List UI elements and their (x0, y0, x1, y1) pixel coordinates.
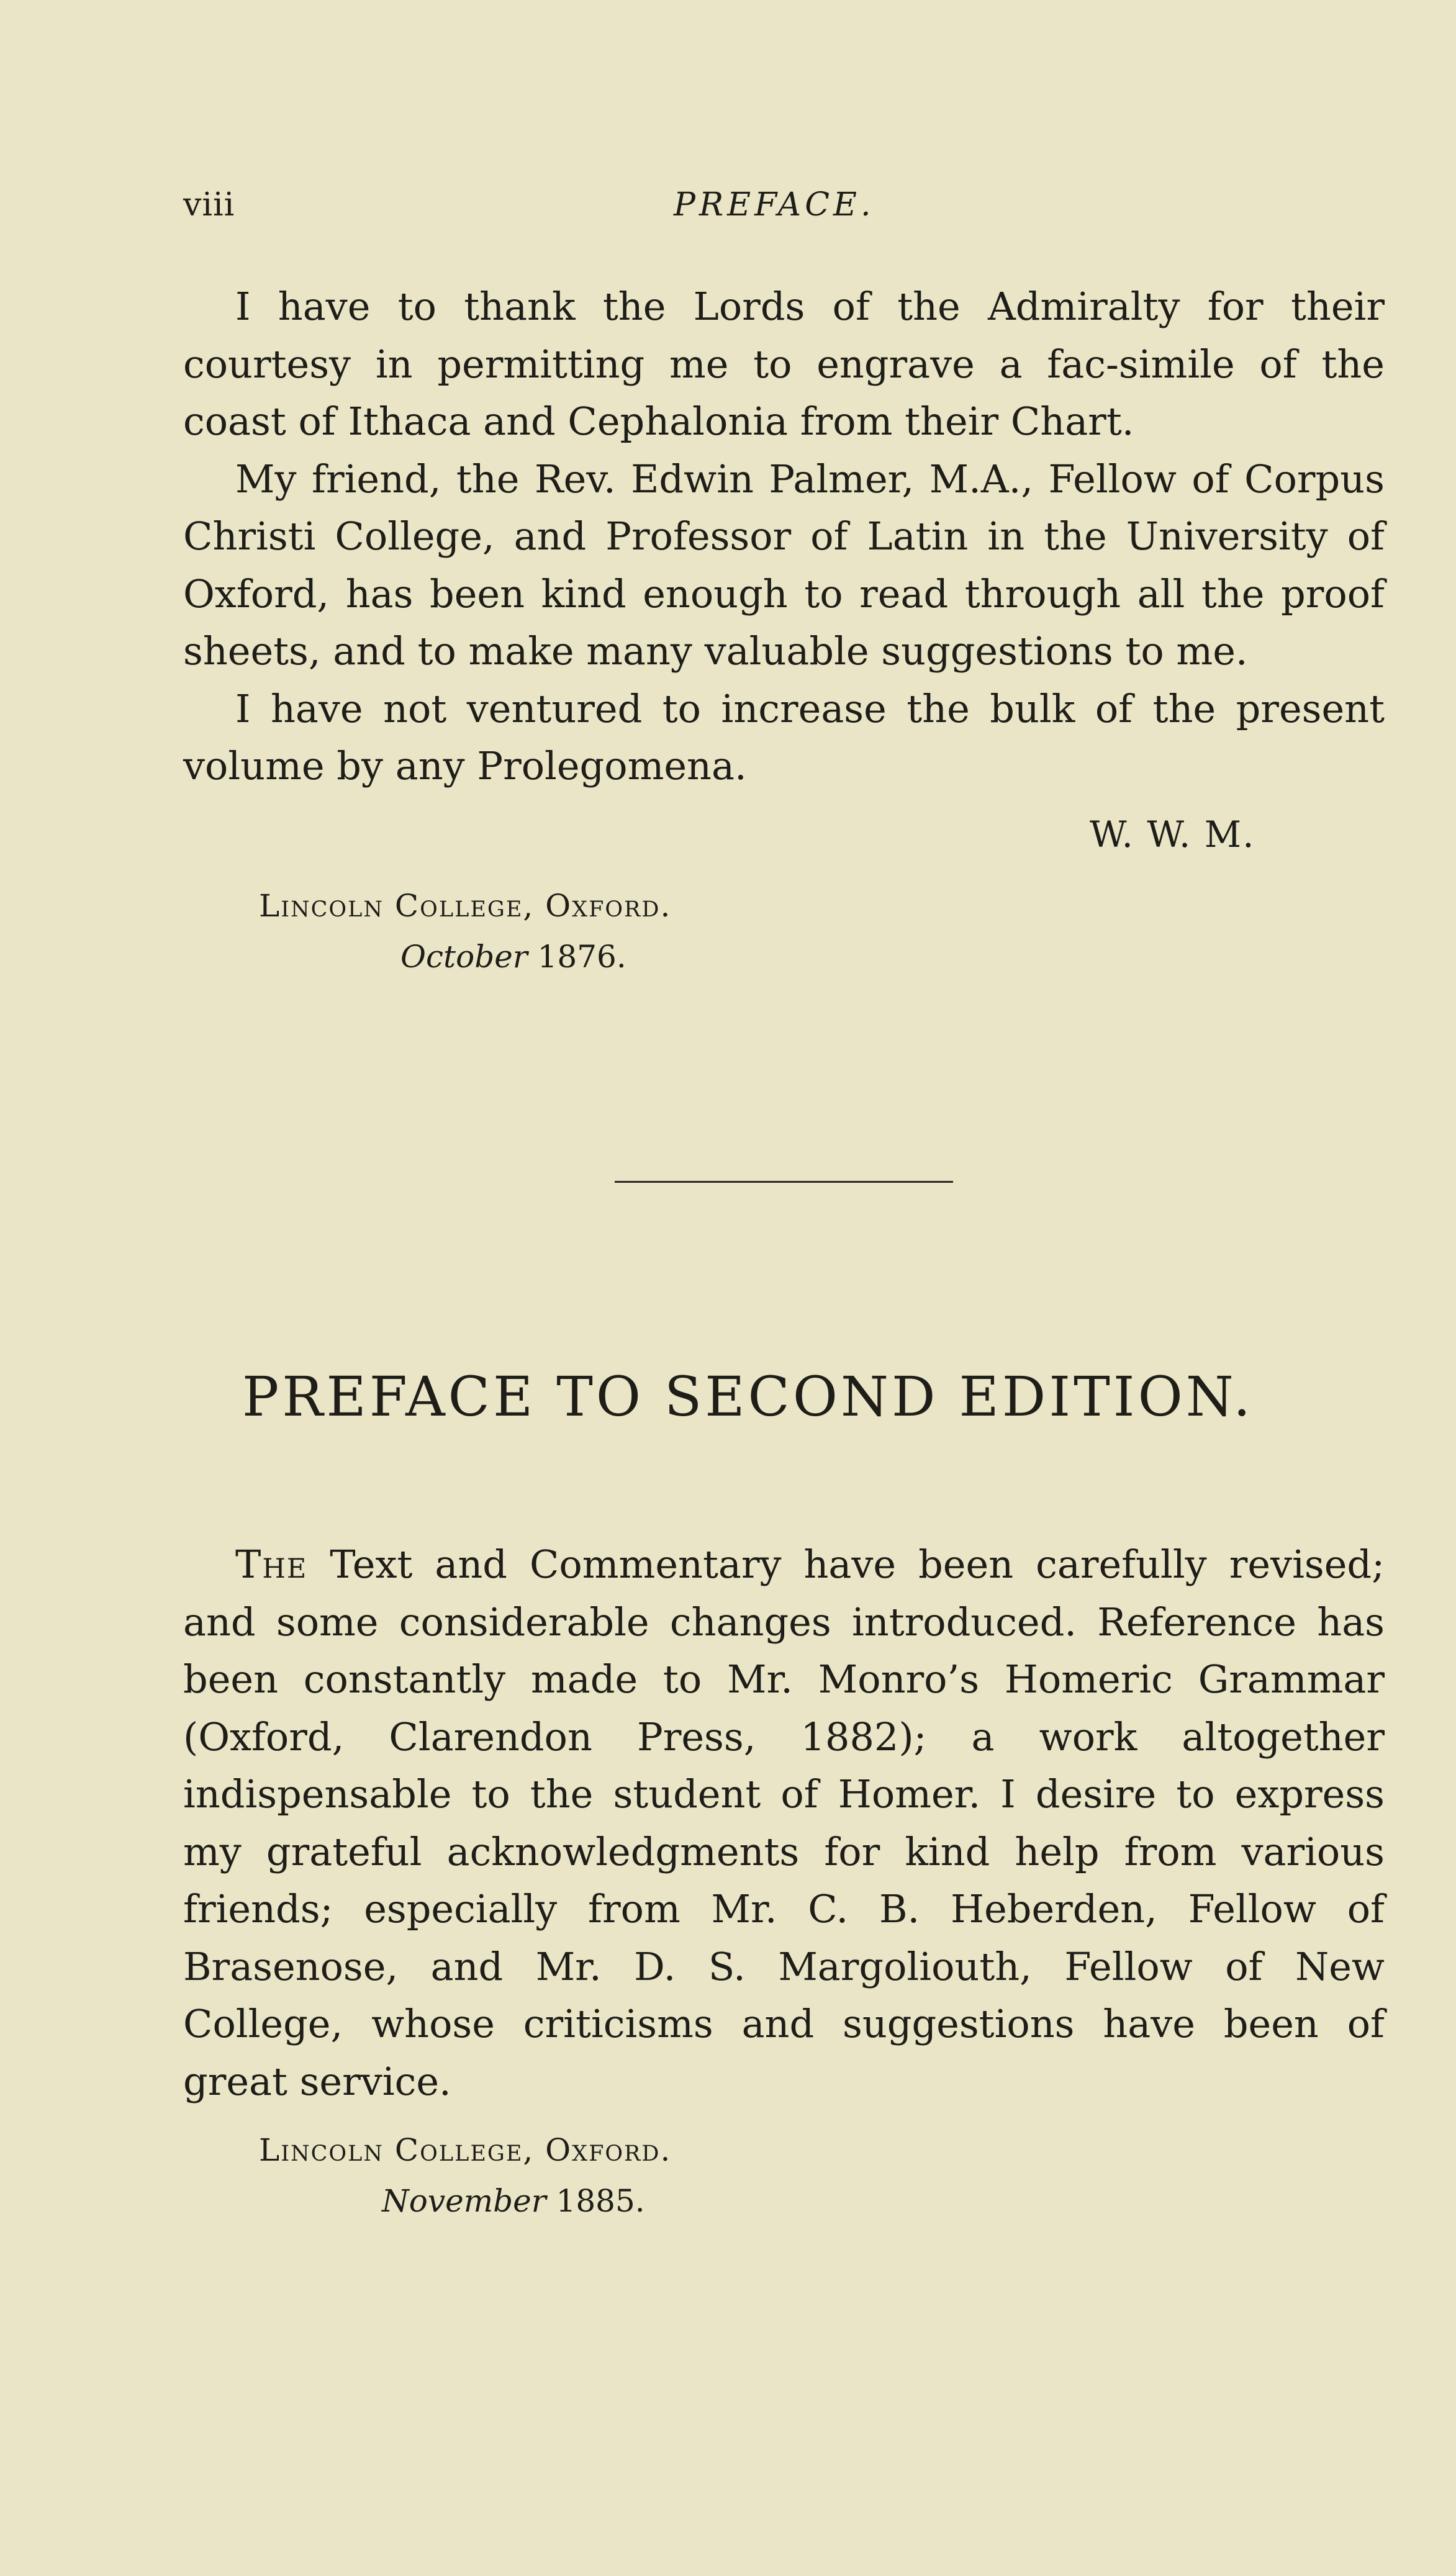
dateline-place: Lincoln College, Oxford. (259, 2132, 672, 2168)
second-preface-text (183, 1536, 1385, 2110)
paragraph-revisions-text: Text and Commentary have been carefully revised; and some considerable changes introduced. Reference has been constantly made to Mr. Monro’s Homeric Grammar (Oxford, Clarendon Press, 1882); a work altogether indispensable to the student of Homer. I desire to express my grateful acknowledgments for kind help from various friends; especially from Mr. C. B. Heberden, Fellow of Brasenose, and Mr. D. S. Margoliouth, Fellow of New College, whose criticisms and suggestions have been of great service. (183, 1542, 1385, 2104)
paragraph-admiralty: I have to thank the Lords of the Admiralty for their courtesy in permitting me to engrave a fac-simile of the coast of Ithaca and Cephalonia from their Chart. (183, 284, 1385, 444)
lead-word: The (235, 1542, 308, 1587)
dateline-year: 1876. (537, 939, 626, 975)
paragraph-palmer: My friend, the Rev. Edwin Palmer, M.A., Fellow of Corpus Christi College, and Professor of Latin in the University of Oxford, has been kind enough to read through all the proof sheets, and to make many valuable suggestions to me. (183, 456, 1385, 674)
page-number: viii (183, 186, 235, 224)
first-preface-text (183, 278, 1385, 795)
author-initials: W. W. M. (1090, 813, 1255, 856)
dateline-place: Lincoln College, Oxford. (259, 888, 672, 924)
second-edition-heading: PREFACE TO SECOND EDITION. (242, 1365, 1254, 1429)
first-dateline (259, 880, 671, 982)
second-dateline (259, 2125, 671, 2226)
running-head (183, 186, 1388, 236)
dateline-date (259, 2176, 671, 2226)
dateline-month: October (400, 939, 528, 975)
section-divider-rule (615, 1181, 953, 1183)
dateline-year: 1885. (556, 2183, 645, 2219)
paragraph-revisions (183, 1536, 1385, 2110)
paragraph-prolegomena: I have not ventured to increase the bulk of the present volume by any Prolegomena. (183, 685, 1385, 789)
dateline-month: November (382, 2183, 546, 2219)
running-head-title: PREFACE. (674, 186, 875, 224)
dateline-date (259, 931, 671, 982)
